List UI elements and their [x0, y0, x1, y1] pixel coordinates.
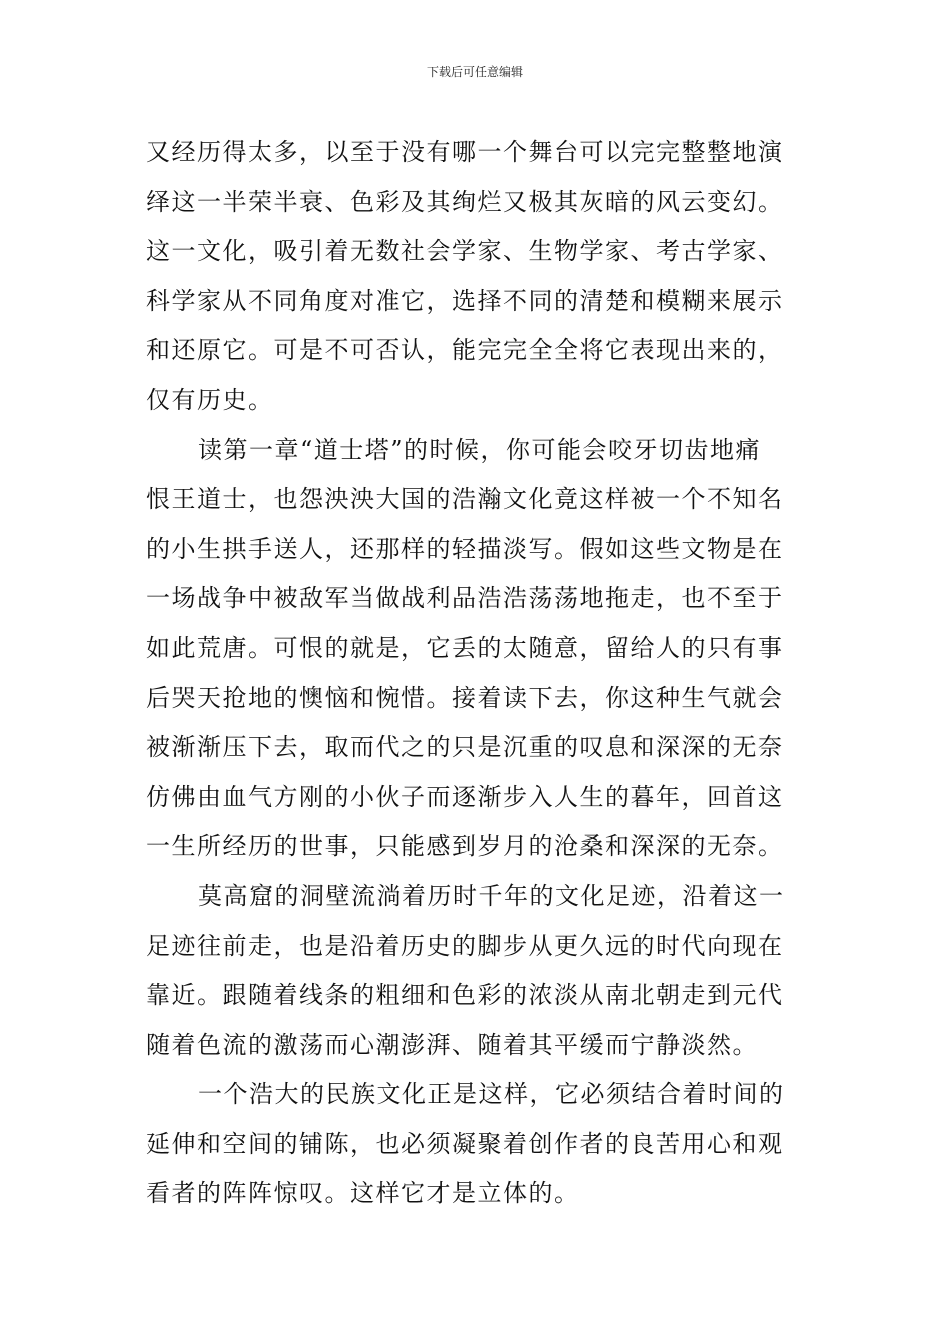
page-header: 下载后可任意编辑: [426, 65, 523, 79]
text-line: 科学家从不同角度对准它，选择不同的清楚和模糊来展示: [146, 286, 784, 315]
text-line: 的小生拱手送人，还那样的轻描淡写。假如这些文物是在: [146, 534, 784, 563]
paragraph-start-line: 一个浩大的民族文化正是这样，它必须结合着时间的: [198, 1080, 785, 1109]
paragraph-start-line: 读第一章“道士塔”的时候，你可能会咬牙切齿地痛: [198, 435, 762, 464]
text-line: 延伸和空间的铺陈，也必须凝聚着创作者的良苦用心和观: [146, 1129, 784, 1158]
text-line: 被渐渐压下去，取而代之的只是沉重的叹息和深深的无奈: [146, 733, 784, 762]
text-line: 足迹往前走，也是沿着历史的脚步从更久远的时代向现在: [146, 931, 784, 960]
text-line: 如此荒唐。可恨的就是，它丢的太随意，留给人的只有事: [146, 633, 784, 662]
text-line: 看者的阵阵惊叹。这样它才是立体的。: [146, 1179, 580, 1208]
text-line: 随着色流的激荡而心潮澎湃、随着其平缓而宁静淡然。: [146, 1030, 758, 1059]
text-line: 仅有历史。: [146, 385, 274, 414]
text-line: 这一文化，吸引着无数社会学家、生物学家、考古学家、: [146, 237, 784, 266]
text-line: 仿佛由血气方刚的小伙子而逐渐步入人生的暮年，回首这: [146, 782, 784, 811]
body-text: [146, 128, 810, 1219]
text-line: 一场战争中被敌军当做战利品浩浩荡荡地拖走，也不至于: [146, 584, 784, 613]
text-line: 和还原它。可是不可否认，能完完全全将它表现出来的，: [146, 336, 784, 365]
text-line: 一生所经历的世事，只能感到岁月的沧桑和深深的无奈。: [146, 832, 784, 861]
text-line: 又经历得太多，以至于没有哪一个舞台可以完完整整地演: [146, 138, 784, 166]
text-line: 靠近。跟随着线条的粗细和色彩的浓淡从南北朝走到元代: [146, 981, 784, 1010]
text-line: 绎这一半荣半衰、色彩及其绚烂又极其灰暗的风云变幻。: [146, 187, 784, 216]
text-line: 恨王道士，也怨泱泱大国的浩瀚文化竟这样被一个不知名: [146, 485, 784, 514]
text-line: 后哭天抢地的懊恼和惋惜。接着读下去，你这种生气就会: [146, 683, 784, 712]
paragraph-start-line: 莫高窟的洞壁流淌着历时千年的文化足迹，沿着这一: [198, 881, 785, 910]
